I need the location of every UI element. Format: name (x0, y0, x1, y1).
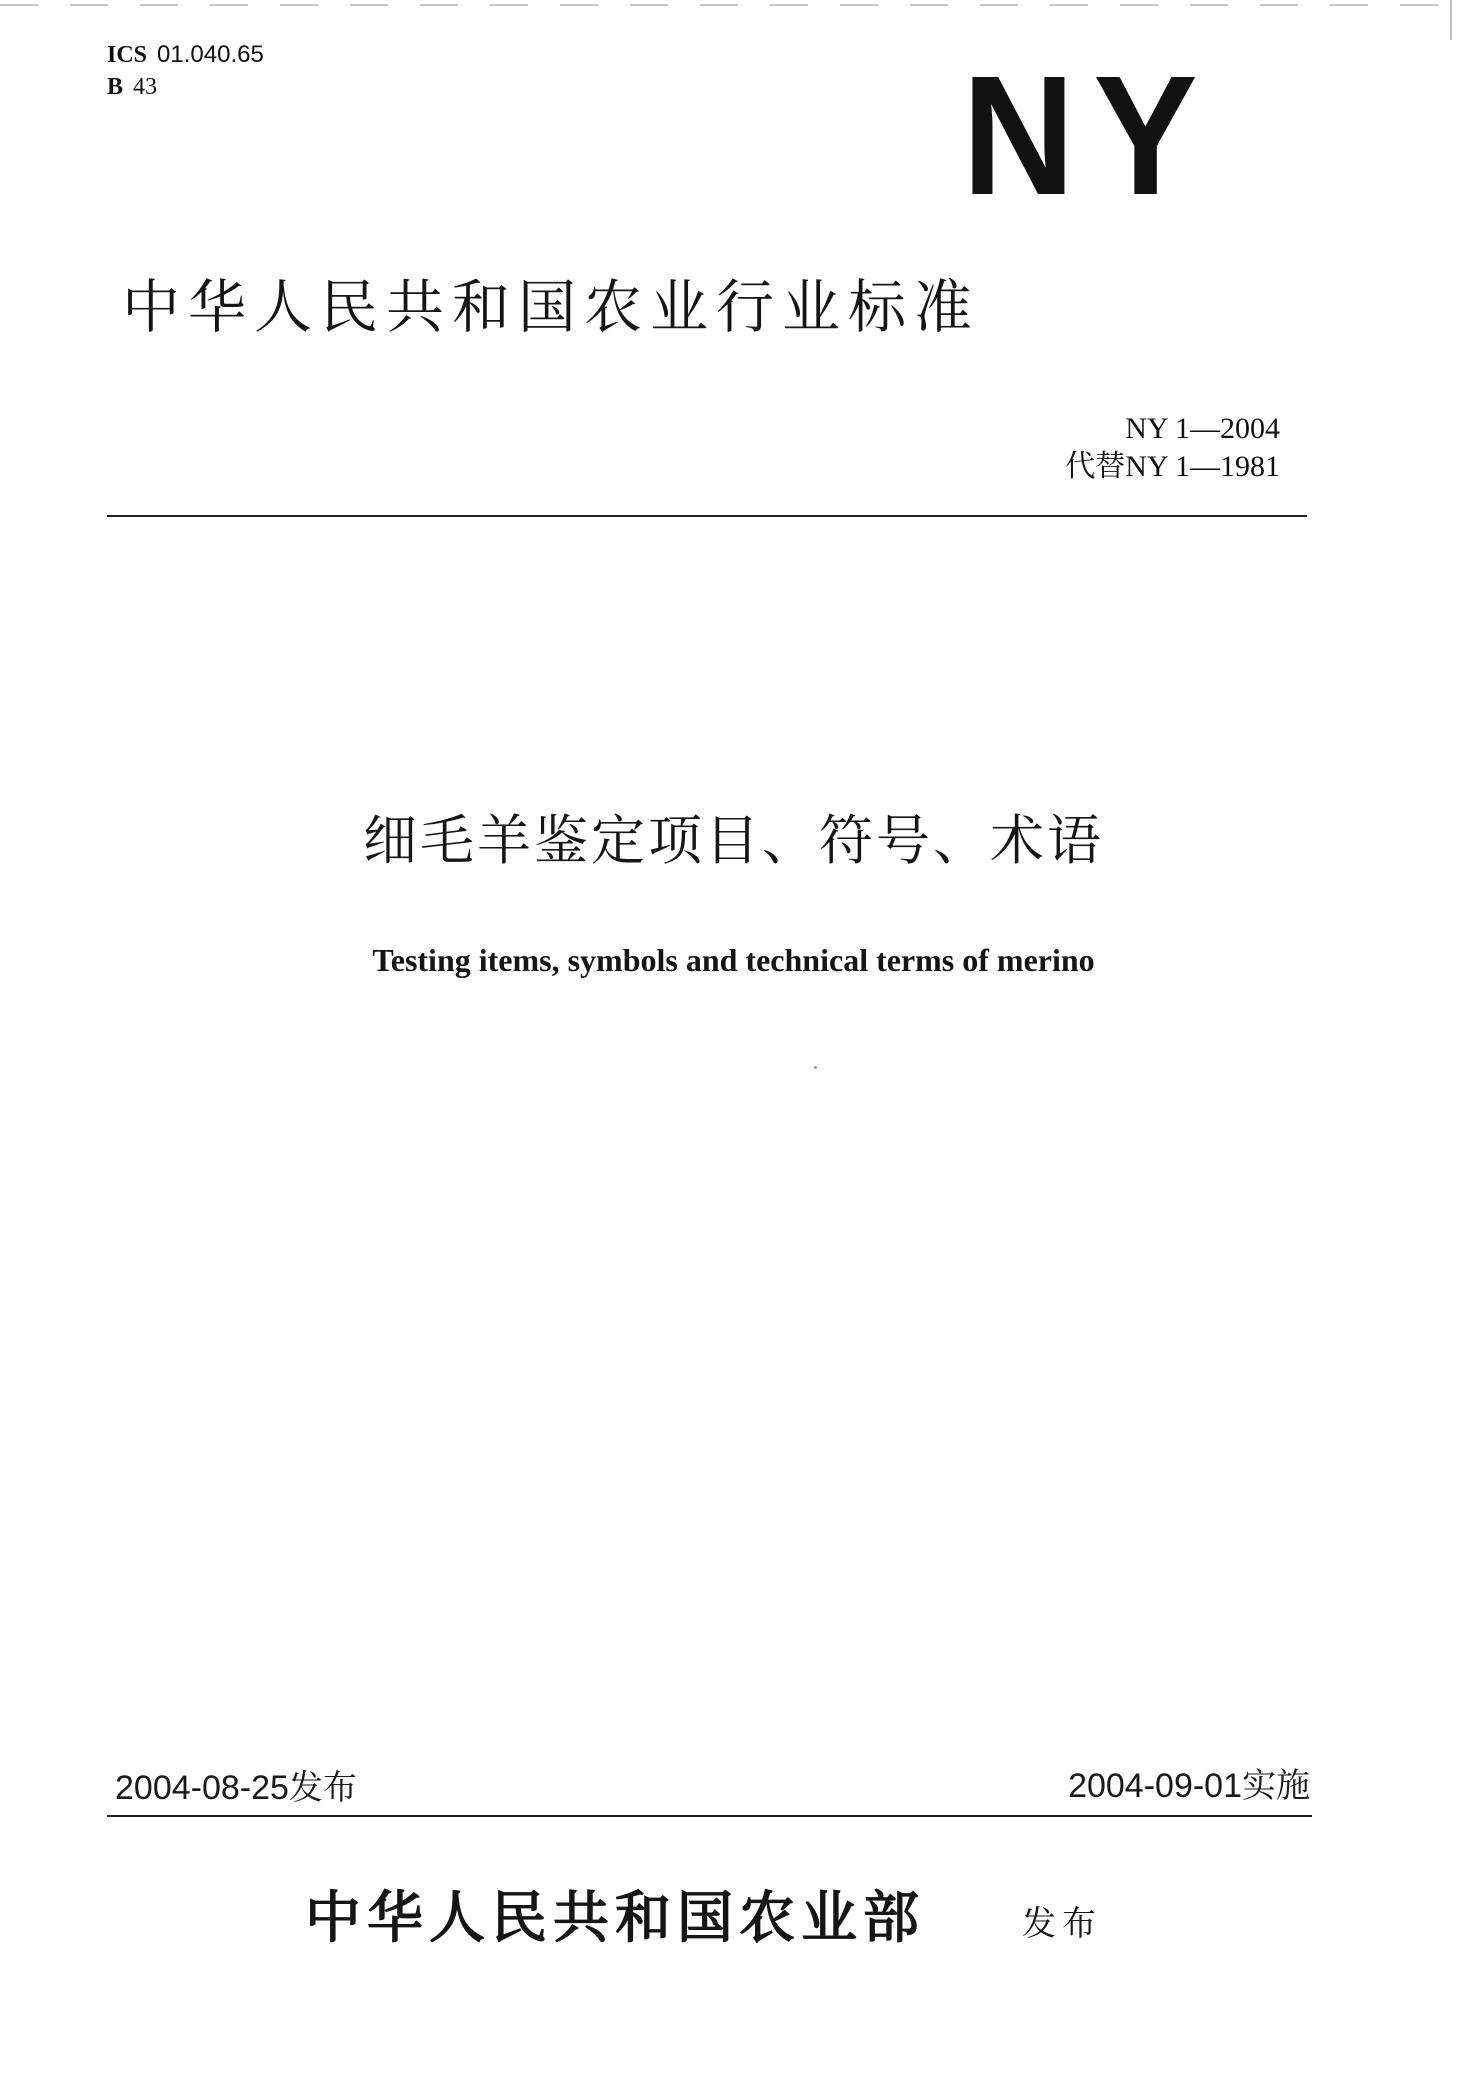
ics-code-line (107, 40, 264, 70)
ics-code: 01.040.65 (157, 41, 264, 68)
scan-edge-mark (1450, 0, 1452, 40)
document-title-en: Testing items, symbols and technical terms of merino (372, 942, 1095, 978)
implementation-date: 2004-09-01实施 (1068, 1767, 1310, 1805)
ics-label: ICS (107, 42, 148, 68)
classification-label: B (107, 74, 124, 100)
classification-code: 43 (133, 74, 158, 100)
classification-code-line (107, 72, 157, 102)
issuing-authority: 中华人民共和国农业部 (305, 1885, 925, 1951)
header-divider (107, 515, 1307, 517)
standard-number-block (1065, 410, 1280, 486)
footer-divider (107, 1815, 1312, 1817)
standard-number: NY 1—2004 (1125, 412, 1280, 445)
top-scan-border (0, 0, 1467, 10)
scan-speck (814, 1066, 817, 1069)
ny-logo: NY (962, 41, 1217, 231)
standard-category-heading: 中华人民共和国农业行业标准 (122, 273, 981, 341)
issuing-authority-suffix: 发布 (1022, 1904, 1102, 1944)
replaces-standard: 代替NY 1—1981 (1065, 450, 1280, 483)
issue-date: 2004-08-25发布 (115, 1769, 357, 1807)
document-title-zh: 细毛羊鉴定项目、符号、术语 (363, 809, 1104, 872)
